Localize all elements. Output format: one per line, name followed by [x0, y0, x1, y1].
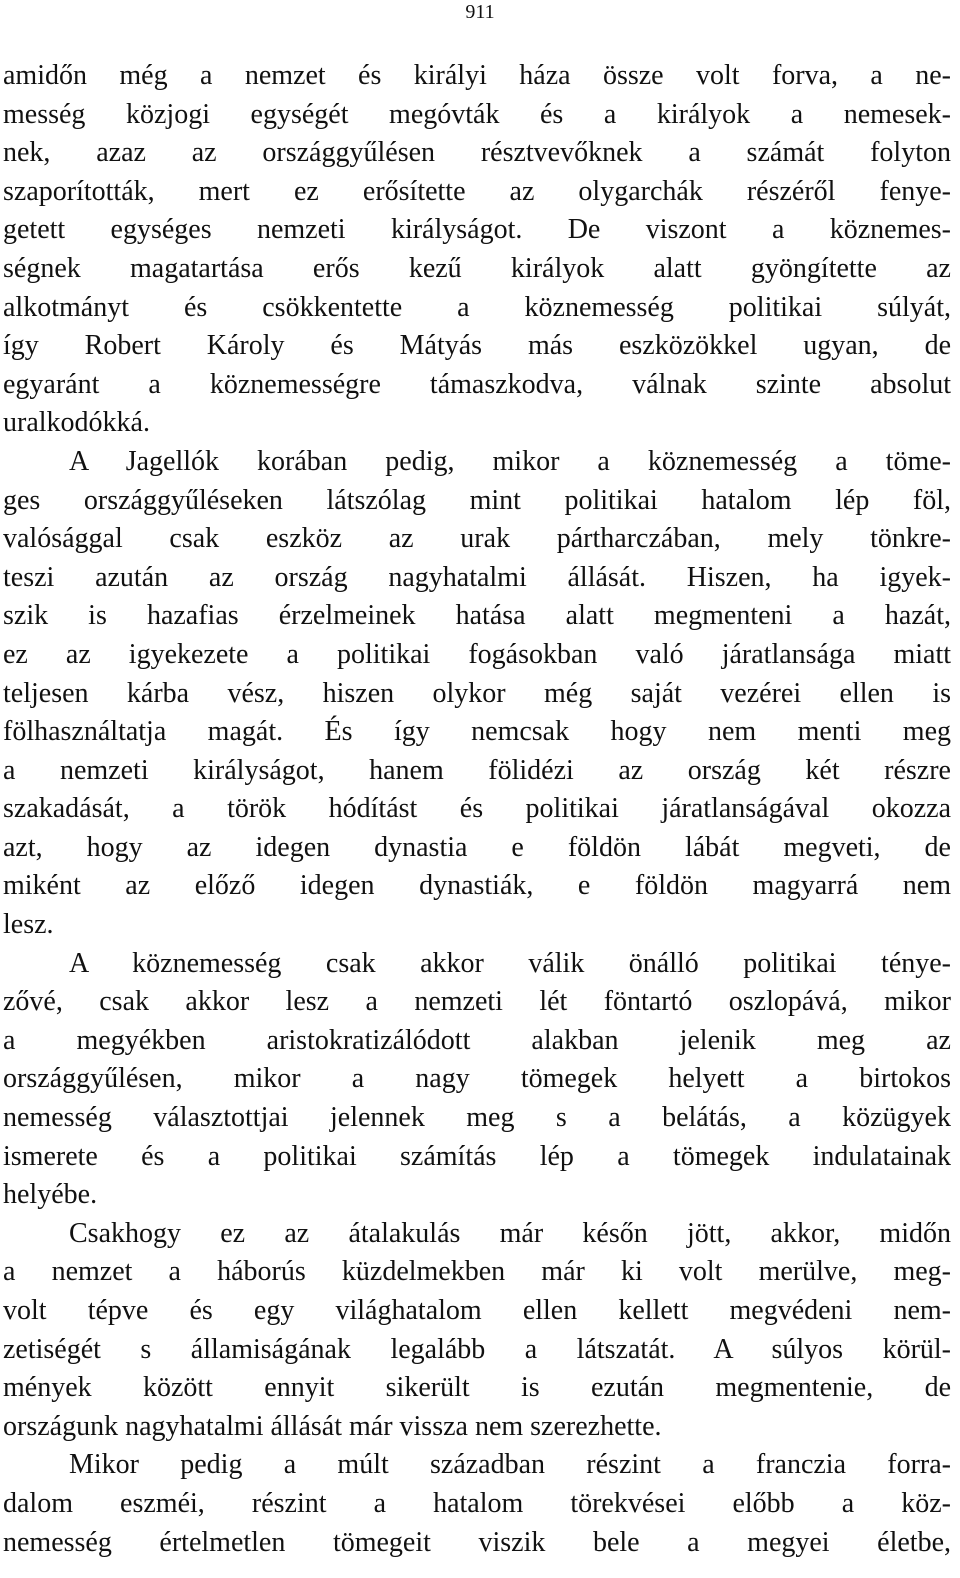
text-line: a megyékben aristokratizálódott alakban jelenik meg az: [3, 1024, 951, 1056]
text-line: getett egységes nemzeti királyságot. De viszont a köznemes-: [3, 214, 951, 246]
text-line: dalom eszméi, részint a hatalom törekvései előbb a köz-: [3, 1487, 951, 1519]
text-line: zetiségét s államiságának legalább a látszatát. A súlyos körül-: [3, 1333, 951, 1365]
text-line: ismerete és a politikai számítás lép a tömegek indulatainak: [3, 1140, 951, 1172]
text-line: nemesség választottjai jelennek meg s a belátás, a közügyek: [3, 1102, 951, 1134]
text-line: A köznemesség csak akkor válik önálló politikai ténye-: [69, 947, 951, 979]
text-line: így Robert Károly és Mátyás más eszközökkel ugyan, de: [3, 330, 951, 362]
text-line: országgyűlésen, mikor a nagy tömegek helyett a birtokos: [3, 1063, 951, 1095]
text-line: ges országgyűléseken látszólag mint politikai hatalom lép föl,: [3, 484, 951, 516]
text-line: A Jagellók korában pedig, mikor a köznemesség a töme-: [69, 445, 951, 477]
text-line: helyébe.: [3, 1179, 98, 1211]
text-line: messég közjogi egységét megóvták és a királyok a nemesek-: [3, 98, 951, 130]
text-line: ségnek magatartása erős kezű királyok alatt gyöngítette az: [3, 252, 951, 284]
text-line: szakadását, a török hódítást és politikai járatlanságával okozza: [3, 793, 951, 825]
text-line: szaporították, mert ez erősítette az olygarchák részéről fenye-: [3, 175, 951, 207]
text-line: egyaránt a köznemességre támaszkodva, válnak szinte absolut: [3, 368, 951, 400]
text-line: uralkodókká.: [3, 407, 150, 439]
text-line: országunk nagyhatalmi állását már vissza nem szerezhette.: [3, 1410, 662, 1442]
text-line: volt tépve és egy világhatalom ellen kellett megvédeni nem-: [3, 1295, 951, 1326]
text-line: mények között ennyit sikerült is ezután megmentenie, de: [3, 1372, 951, 1404]
text-line: valósággal csak eszköz az urak pártharczában, mely tönkre-: [3, 523, 951, 555]
page-number: 911: [465, 1, 495, 23]
text-line: miként az előző idegen dynastiák, e földön magyarrá nem: [3, 870, 951, 902]
text-line: ez az igyekezete a politikai fogásokban való járatlansága miatt: [3, 638, 951, 670]
text-line: Mikor pedig a múlt században részint a franczia forra-: [69, 1449, 951, 1481]
text-line: lesz.: [3, 909, 54, 941]
text-line: a nemzet a háborús küzdelmekben már ki volt merülve, meg-: [3, 1256, 951, 1288]
text-line: zővé, csak akkor lesz a nemzeti lét föntartó oszlopává, mikor: [3, 986, 951, 1018]
text-line: alkotmányt és csökkentette a köznemesség politikai súlyát,: [3, 291, 951, 323]
text-line: Csakhogy ez az átalakulás már későn jött, akkor, midőn: [69, 1217, 951, 1249]
text-line: azt, hogy az idegen dynastia e földön lábát megveti, de: [3, 831, 951, 863]
text-line: nemesség értelmetlen tömegeit viszik bele a megyei életbe,: [3, 1526, 951, 1558]
text-line: amidőn még a nemzet és királyi háza össze volt forva, a ne-: [3, 60, 951, 91]
text-line: a nemzeti királyságot, hanem fölidézi az ország két részre: [3, 754, 951, 786]
text-line: nek, azaz az országgyűlésen résztvevőknek a számát folyton: [3, 137, 951, 169]
text-line: teszi azután az ország nagyhatalmi állását. Hiszen, ha igyek-: [3, 561, 951, 593]
text-line: teljesen kárba vész, hiszen olykor még saját vezérei ellen is: [3, 677, 951, 709]
body-text: [3, 57, 951, 1562]
text-line: fölhasználtatja magát. És így nemcsak hogy nem menti meg: [3, 716, 951, 748]
text-line: szik is hazafias érzelmeinek hatása alatt megmenteni a hazát,: [3, 600, 951, 632]
